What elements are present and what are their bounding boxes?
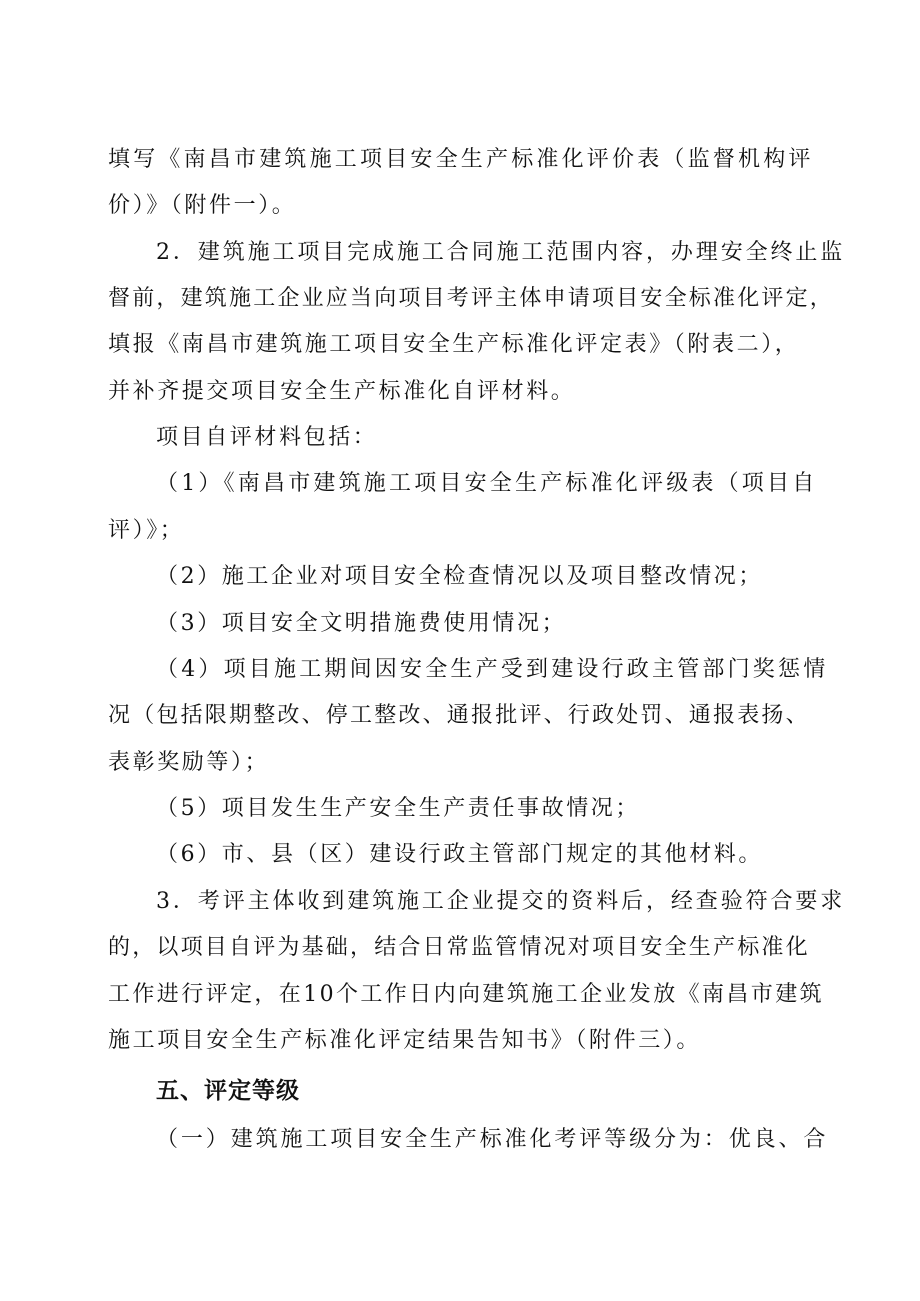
text-line-19: 工作进行评定，在10个工作日内向建筑施工企业发放《南昌市建筑: [108, 982, 824, 1007]
text-line-17: 3．考评主体收到建筑施工企业提交的资料后，经查验符合要求: [156, 889, 846, 914]
text-line-4: 督前，建筑施工企业应当向项目考评主体申请项目安全标准化评定，: [108, 286, 835, 311]
section-heading: 五、评定等级: [156, 1078, 300, 1104]
text-line-15: （5）项目发生生产安全生产责任事故情况；: [156, 796, 640, 821]
text-line-1: 填写《南昌市建筑施工项目安全生产标准化评价表（监督机构评: [108, 147, 814, 172]
text-line-3: 2．建筑施工项目完成施工合同施工范围内容，办理安全终止监: [156, 240, 846, 265]
text-line-2: 价）》（附件一）。: [108, 193, 297, 218]
text-line-16: （6）市、县（区）建设行政主管部门规定的其他材料。: [156, 842, 763, 867]
text-line-18: 的，以项目自评为基础，结合日常监管情况对项目安全生产标准化: [108, 935, 810, 960]
text-line-10: （2）施工企业对项目安全检查情况以及项目整改情况；: [156, 564, 763, 589]
text-line-5: 填报《南昌市建筑施工项目安全生产标准化评定表》（附表二），: [108, 332, 800, 357]
text-line-9: 评）》；: [108, 518, 185, 543]
text-line-12: （4）项目施工期间因安全生产受到建设行政主管部门奖惩情: [156, 657, 829, 682]
text-line-13: 况（包括限期整改、停工整改、通报批评、行政处罚、通报表扬、: [108, 703, 810, 728]
text-line-8: （1）《南昌市建筑施工项目安全生产标准化评级表（项目自: [156, 471, 818, 496]
text-line-7: 项目自评材料包括：: [156, 425, 378, 450]
text-line-22: （一）建筑施工项目安全生产标准化考评等级分为：优良、合: [156, 1127, 829, 1152]
text-line-14: 表彰奖励等）；: [108, 750, 270, 775]
text-line-20: 施工项目安全生产标准化评定结果告知书》（附件三）。: [108, 1028, 702, 1053]
text-line-6: 并补齐提交项目安全生产标准化自评材料。: [108, 379, 576, 404]
text-line-11: （3）项目安全文明措施费使用情况；: [156, 611, 567, 636]
